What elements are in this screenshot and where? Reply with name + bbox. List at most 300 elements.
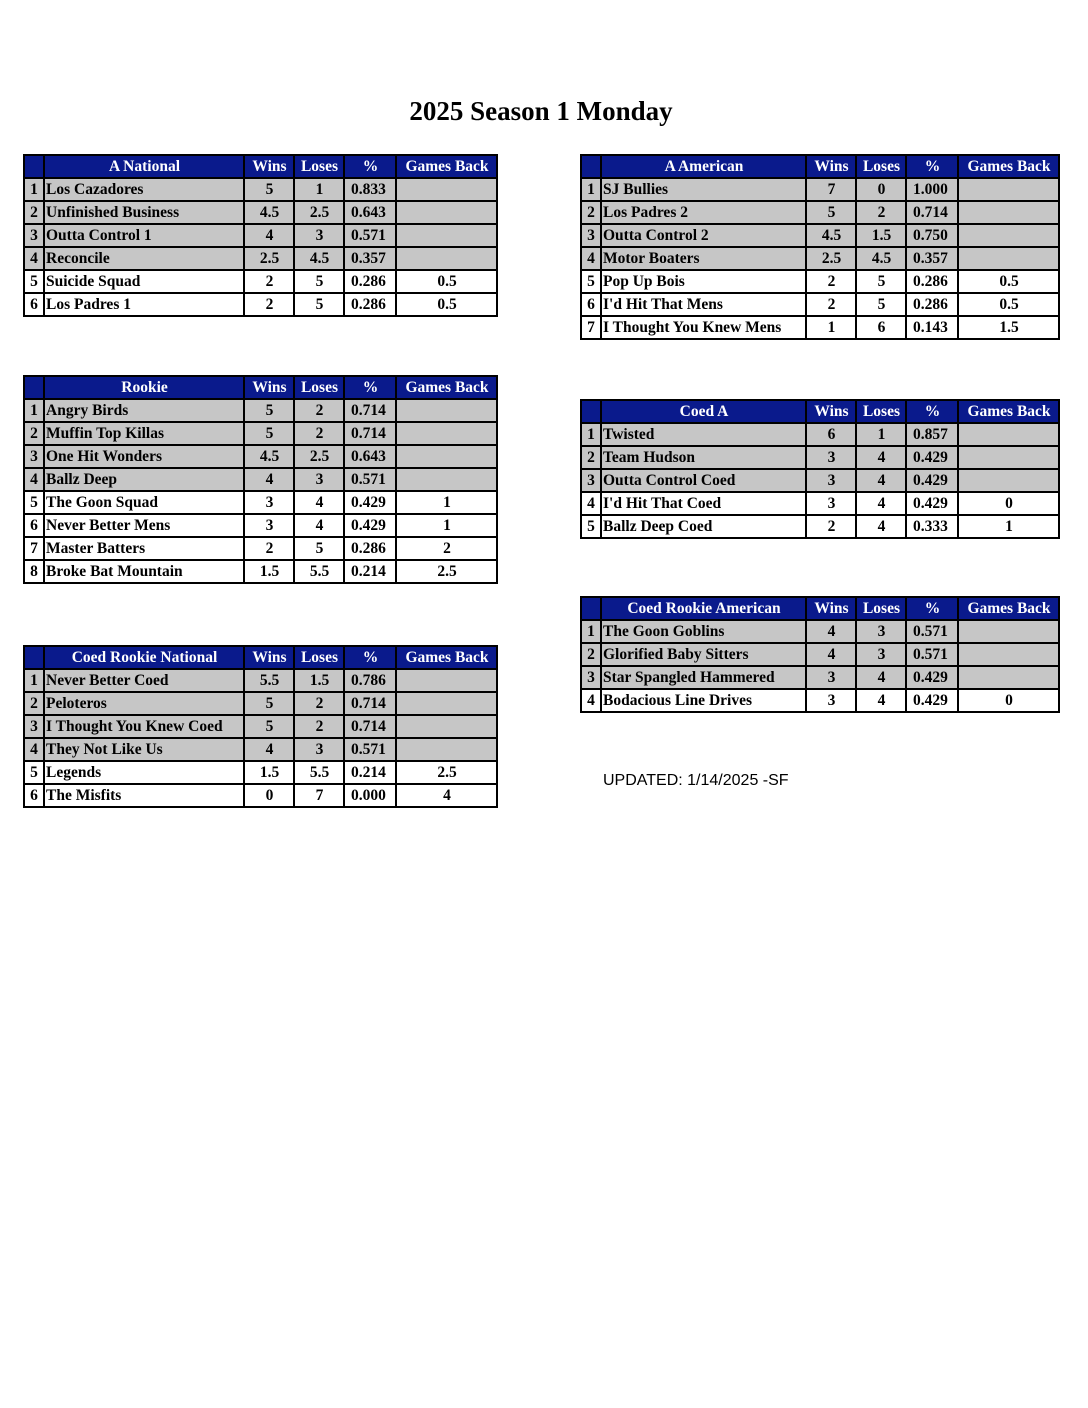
table-row bbox=[581, 201, 1059, 224]
team-name: Never Better Coed bbox=[44, 669, 244, 692]
pct-cell: 0.571 bbox=[344, 738, 396, 761]
games-back-cell bbox=[396, 201, 497, 224]
header-row bbox=[581, 400, 1059, 423]
wins-cell: 3 bbox=[806, 492, 856, 515]
games-back-cell bbox=[958, 247, 1059, 270]
games-back-cell bbox=[396, 224, 497, 247]
rank-cell: 5 bbox=[24, 761, 44, 784]
standings-table-coed-rookie-american bbox=[580, 596, 1060, 713]
wins-cell: 5 bbox=[244, 692, 294, 715]
team-name: I Thought You Knew Coed bbox=[44, 715, 244, 738]
wins-header: Wins bbox=[806, 155, 856, 178]
table-row bbox=[24, 224, 497, 247]
team-name: The Misfits bbox=[44, 784, 244, 807]
table-row bbox=[24, 293, 497, 316]
updated-note: UPDATED: 1/14/2025 -SF bbox=[603, 772, 789, 789]
wins-cell: 5 bbox=[244, 399, 294, 422]
division-name: Coed Rookie American bbox=[601, 597, 806, 620]
loses-cell: 2 bbox=[856, 201, 906, 224]
loses-cell: 3 bbox=[856, 620, 906, 643]
loses-cell: 4 bbox=[856, 689, 906, 712]
team-name: The Goon Squad bbox=[44, 491, 244, 514]
games-back-cell: 1 bbox=[396, 491, 497, 514]
rank-cell: 3 bbox=[581, 666, 601, 689]
rank-cell: 4 bbox=[581, 689, 601, 712]
games-back-header: Games Back bbox=[958, 400, 1059, 423]
team-name: Broke Bat Mountain bbox=[44, 560, 244, 583]
team-name: Twisted bbox=[601, 423, 806, 446]
table-row bbox=[581, 423, 1059, 446]
pct-cell: 0.857 bbox=[906, 423, 958, 446]
loses-cell: 3 bbox=[294, 468, 344, 491]
table-row bbox=[24, 201, 497, 224]
division-name: Coed A bbox=[601, 400, 806, 423]
pct-cell: 1.000 bbox=[906, 178, 958, 201]
wins-cell: 2.5 bbox=[806, 247, 856, 270]
loses-cell: 4 bbox=[294, 514, 344, 537]
team-name: One Hit Wonders bbox=[44, 445, 244, 468]
pct-cell: 0.750 bbox=[906, 224, 958, 247]
wins-cell: 4 bbox=[244, 224, 294, 247]
wins-cell: 3 bbox=[806, 446, 856, 469]
wins-cell: 2 bbox=[244, 293, 294, 316]
games-back-cell: 1 bbox=[396, 514, 497, 537]
pct-cell: 0.286 bbox=[906, 293, 958, 316]
loses-header: Loses bbox=[294, 155, 344, 178]
wins-header: Wins bbox=[244, 155, 294, 178]
wins-cell: 5 bbox=[244, 178, 294, 201]
rank-header bbox=[24, 376, 44, 399]
team-name: Bodacious Line Drives bbox=[601, 689, 806, 712]
pct-cell: 0.429 bbox=[906, 446, 958, 469]
pct-cell: 0.429 bbox=[906, 492, 958, 515]
pct-cell: 0.429 bbox=[906, 689, 958, 712]
team-name: Suicide Squad bbox=[44, 270, 244, 293]
team-name: Los Cazadores bbox=[44, 178, 244, 201]
table-row bbox=[24, 560, 497, 583]
loses-cell: 5 bbox=[856, 270, 906, 293]
loses-cell: 1.5 bbox=[856, 224, 906, 247]
loses-header: Loses bbox=[294, 646, 344, 669]
loses-cell: 2 bbox=[294, 715, 344, 738]
rank-cell: 3 bbox=[24, 224, 44, 247]
games-back-cell: 0.5 bbox=[958, 270, 1059, 293]
standings-table-a-american bbox=[580, 154, 1060, 340]
pct-cell: 0.786 bbox=[344, 669, 396, 692]
table-row bbox=[24, 422, 497, 445]
games-back-cell: 2 bbox=[396, 537, 497, 560]
standings-table-coed-rookie-national bbox=[23, 645, 498, 808]
pct-cell: 0.214 bbox=[344, 560, 396, 583]
loses-cell: 1 bbox=[294, 178, 344, 201]
page-title: 2025 Season 1 Monday bbox=[409, 96, 673, 126]
team-name: Reconcile bbox=[44, 247, 244, 270]
pct-cell: 0.286 bbox=[344, 537, 396, 560]
team-name: Glorified Baby Sitters bbox=[601, 643, 806, 666]
loses-cell: 3 bbox=[294, 224, 344, 247]
games-back-header: Games Back bbox=[396, 646, 497, 669]
rank-cell: 3 bbox=[24, 715, 44, 738]
team-name: Star Spangled Hammered bbox=[601, 666, 806, 689]
pct-cell: 0.714 bbox=[344, 422, 396, 445]
rank-cell: 1 bbox=[581, 423, 601, 446]
rank-cell: 4 bbox=[581, 492, 601, 515]
games-back-cell bbox=[396, 669, 497, 692]
rank-cell: 2 bbox=[24, 201, 44, 224]
table-row bbox=[581, 666, 1059, 689]
loses-cell: 2.5 bbox=[294, 201, 344, 224]
wins-cell: 7 bbox=[806, 178, 856, 201]
rank-cell: 3 bbox=[581, 469, 601, 492]
team-name: Muffin Top Killas bbox=[44, 422, 244, 445]
pct-cell: 0.429 bbox=[906, 469, 958, 492]
games-back-cell bbox=[396, 399, 497, 422]
pct-cell: 0.286 bbox=[344, 293, 396, 316]
pct-cell: 0.429 bbox=[344, 491, 396, 514]
games-back-cell: 1.5 bbox=[958, 316, 1059, 339]
table-row bbox=[581, 492, 1059, 515]
loses-cell: 4 bbox=[856, 666, 906, 689]
rank-cell: 1 bbox=[24, 669, 44, 692]
team-name: Angry Birds bbox=[44, 399, 244, 422]
team-name: Los Padres 2 bbox=[601, 201, 806, 224]
table-row bbox=[581, 270, 1059, 293]
pct-header: % bbox=[344, 155, 396, 178]
division-name: Coed Rookie National bbox=[44, 646, 244, 669]
pct-cell: 0.333 bbox=[906, 515, 958, 538]
wins-cell: 4.5 bbox=[244, 201, 294, 224]
pct-cell: 0.714 bbox=[344, 399, 396, 422]
rank-cell: 8 bbox=[24, 560, 44, 583]
table-row bbox=[24, 669, 497, 692]
wins-cell: 4 bbox=[806, 620, 856, 643]
rank-cell: 7 bbox=[581, 316, 601, 339]
rank-cell: 1 bbox=[581, 178, 601, 201]
wins-cell: 4.5 bbox=[244, 445, 294, 468]
standings-table-coed-a bbox=[580, 399, 1060, 539]
pct-cell: 0.000 bbox=[344, 784, 396, 807]
loses-cell: 1.5 bbox=[294, 669, 344, 692]
wins-cell: 4 bbox=[244, 738, 294, 761]
loses-cell: 6 bbox=[856, 316, 906, 339]
rank-cell: 1 bbox=[581, 620, 601, 643]
games-back-cell bbox=[958, 469, 1059, 492]
team-name: Los Padres 1 bbox=[44, 293, 244, 316]
standings-table-rookie bbox=[23, 375, 498, 584]
pct-cell: 0.714 bbox=[344, 715, 396, 738]
wins-cell: 5 bbox=[244, 715, 294, 738]
table-row bbox=[24, 178, 497, 201]
wins-cell: 2 bbox=[806, 270, 856, 293]
loses-cell: 7 bbox=[294, 784, 344, 807]
pct-cell: 0.571 bbox=[906, 620, 958, 643]
team-name: The Goon Goblins bbox=[601, 620, 806, 643]
wins-cell: 1 bbox=[806, 316, 856, 339]
games-back-cell: 2.5 bbox=[396, 761, 497, 784]
wins-cell: 3 bbox=[244, 491, 294, 514]
rank-header bbox=[581, 400, 601, 423]
wins-cell: 3 bbox=[806, 666, 856, 689]
pct-cell: 0.214 bbox=[344, 761, 396, 784]
header-row bbox=[24, 155, 497, 178]
wins-cell: 2.5 bbox=[244, 247, 294, 270]
division-name: A American bbox=[601, 155, 806, 178]
pct-cell: 0.571 bbox=[344, 224, 396, 247]
rank-cell: 4 bbox=[24, 247, 44, 270]
table-row bbox=[24, 399, 497, 422]
wins-header: Wins bbox=[244, 376, 294, 399]
rank-cell: 5 bbox=[581, 515, 601, 538]
games-back-cell: 2.5 bbox=[396, 560, 497, 583]
table-row bbox=[24, 715, 497, 738]
team-name: Outta Control 1 bbox=[44, 224, 244, 247]
loses-header: Loses bbox=[294, 376, 344, 399]
rank-cell: 6 bbox=[581, 293, 601, 316]
wins-cell: 5 bbox=[244, 422, 294, 445]
pct-cell: 0.643 bbox=[344, 201, 396, 224]
loses-cell: 4.5 bbox=[856, 247, 906, 270]
loses-cell: 3 bbox=[856, 643, 906, 666]
wins-cell: 1.5 bbox=[244, 560, 294, 583]
pct-cell: 0.571 bbox=[906, 643, 958, 666]
pct-header: % bbox=[906, 155, 958, 178]
games-back-cell: 0 bbox=[958, 689, 1059, 712]
loses-cell: 1 bbox=[856, 423, 906, 446]
table-row bbox=[24, 537, 497, 560]
games-back-cell bbox=[396, 178, 497, 201]
team-name: Team Hudson bbox=[601, 446, 806, 469]
rank-cell: 2 bbox=[581, 643, 601, 666]
rank-cell: 2 bbox=[24, 422, 44, 445]
loses-cell: 5 bbox=[294, 537, 344, 560]
loses-cell: 5 bbox=[294, 293, 344, 316]
games-back-cell bbox=[396, 738, 497, 761]
rank-cell: 3 bbox=[581, 224, 601, 247]
team-name: Outta Control 2 bbox=[601, 224, 806, 247]
wins-header: Wins bbox=[806, 400, 856, 423]
table-row bbox=[24, 761, 497, 784]
games-back-header: Games Back bbox=[958, 597, 1059, 620]
table-row bbox=[24, 514, 497, 537]
loses-header: Loses bbox=[856, 155, 906, 178]
division-name: A National bbox=[44, 155, 244, 178]
games-back-header: Games Back bbox=[958, 155, 1059, 178]
rank-cell: 1 bbox=[24, 399, 44, 422]
games-back-cell bbox=[958, 201, 1059, 224]
team-name: Master Batters bbox=[44, 537, 244, 560]
table-row bbox=[581, 620, 1059, 643]
team-name: Pop Up Bois bbox=[601, 270, 806, 293]
games-back-header: Games Back bbox=[396, 155, 497, 178]
games-back-cell: 4 bbox=[396, 784, 497, 807]
wins-cell: 2 bbox=[806, 515, 856, 538]
games-back-header: Games Back bbox=[396, 376, 497, 399]
loses-header: Loses bbox=[856, 400, 906, 423]
games-back-cell bbox=[958, 224, 1059, 247]
rank-cell: 4 bbox=[24, 738, 44, 761]
team-name: Outta Control Coed bbox=[601, 469, 806, 492]
rank-cell: 6 bbox=[24, 784, 44, 807]
games-back-cell bbox=[958, 423, 1059, 446]
table-row bbox=[581, 643, 1059, 666]
table-row bbox=[581, 247, 1059, 270]
wins-cell: 3 bbox=[244, 514, 294, 537]
rank-cell: 7 bbox=[24, 537, 44, 560]
pct-cell: 0.357 bbox=[344, 247, 396, 270]
pct-cell: 0.714 bbox=[906, 201, 958, 224]
rank-cell: 5 bbox=[581, 270, 601, 293]
pct-cell: 0.286 bbox=[906, 270, 958, 293]
wins-cell: 2 bbox=[806, 293, 856, 316]
wins-cell: 5.5 bbox=[244, 669, 294, 692]
rank-header bbox=[581, 155, 601, 178]
pct-cell: 0.429 bbox=[906, 666, 958, 689]
games-back-cell bbox=[958, 446, 1059, 469]
team-name: Ballz Deep bbox=[44, 468, 244, 491]
wins-cell: 3 bbox=[806, 469, 856, 492]
pct-cell: 0.357 bbox=[906, 247, 958, 270]
loses-header: Loses bbox=[856, 597, 906, 620]
team-name: They Not Like Us bbox=[44, 738, 244, 761]
wins-cell: 4.5 bbox=[806, 224, 856, 247]
table-row bbox=[581, 469, 1059, 492]
loses-cell: 5 bbox=[856, 293, 906, 316]
team-name: Motor Boaters bbox=[601, 247, 806, 270]
pct-cell: 0.571 bbox=[344, 468, 396, 491]
pct-cell: 0.143 bbox=[906, 316, 958, 339]
rank-cell: 2 bbox=[581, 446, 601, 469]
team-name: I'd Hit That Mens bbox=[601, 293, 806, 316]
pct-header: % bbox=[344, 376, 396, 399]
rank-cell: 6 bbox=[24, 293, 44, 316]
header-row bbox=[24, 376, 497, 399]
games-back-cell bbox=[396, 468, 497, 491]
rank-cell: 5 bbox=[24, 491, 44, 514]
wins-cell: 4 bbox=[244, 468, 294, 491]
pct-header: % bbox=[906, 597, 958, 620]
team-name: Never Better Mens bbox=[44, 514, 244, 537]
wins-cell: 2 bbox=[244, 270, 294, 293]
wins-header: Wins bbox=[806, 597, 856, 620]
games-back-cell bbox=[396, 422, 497, 445]
table-row bbox=[24, 784, 497, 807]
table-row bbox=[581, 515, 1059, 538]
header-row bbox=[581, 597, 1059, 620]
table-row bbox=[24, 247, 497, 270]
pct-cell: 0.714 bbox=[344, 692, 396, 715]
games-back-cell bbox=[958, 643, 1059, 666]
loses-cell: 2 bbox=[294, 692, 344, 715]
pct-header: % bbox=[906, 400, 958, 423]
loses-cell: 4.5 bbox=[294, 247, 344, 270]
loses-cell: 5.5 bbox=[294, 761, 344, 784]
games-back-cell: 0.5 bbox=[396, 293, 497, 316]
standings-table-a-national bbox=[23, 154, 498, 317]
table-row bbox=[581, 689, 1059, 712]
table-row bbox=[581, 178, 1059, 201]
team-name: I'd Hit That Coed bbox=[601, 492, 806, 515]
games-back-cell: 1 bbox=[958, 515, 1059, 538]
games-back-cell bbox=[396, 445, 497, 468]
team-name: SJ Bullies bbox=[601, 178, 806, 201]
loses-cell: 0 bbox=[856, 178, 906, 201]
table-row bbox=[24, 692, 497, 715]
games-back-cell: 0 bbox=[958, 492, 1059, 515]
table-row bbox=[24, 270, 497, 293]
table-row bbox=[24, 491, 497, 514]
wins-cell: 4 bbox=[806, 643, 856, 666]
loses-cell: 4 bbox=[856, 469, 906, 492]
rank-cell: 6 bbox=[24, 514, 44, 537]
table-row bbox=[581, 316, 1059, 339]
games-back-cell bbox=[958, 666, 1059, 689]
rank-header bbox=[24, 646, 44, 669]
loses-cell: 2 bbox=[294, 422, 344, 445]
table-row bbox=[24, 738, 497, 761]
games-back-cell bbox=[958, 620, 1059, 643]
wins-cell: 5 bbox=[806, 201, 856, 224]
team-name: Unfinished Business bbox=[44, 201, 244, 224]
rank-cell: 2 bbox=[581, 201, 601, 224]
rank-header bbox=[24, 155, 44, 178]
wins-header: Wins bbox=[244, 646, 294, 669]
wins-cell: 0 bbox=[244, 784, 294, 807]
loses-cell: 4 bbox=[856, 492, 906, 515]
loses-cell: 5 bbox=[294, 270, 344, 293]
pct-cell: 0.429 bbox=[344, 514, 396, 537]
games-back-cell bbox=[396, 247, 497, 270]
rank-cell: 1 bbox=[24, 178, 44, 201]
loses-cell: 4 bbox=[294, 491, 344, 514]
games-back-cell bbox=[396, 692, 497, 715]
team-name: Peloteros bbox=[44, 692, 244, 715]
pct-cell: 0.643 bbox=[344, 445, 396, 468]
loses-cell: 2.5 bbox=[294, 445, 344, 468]
team-name: I Thought You Knew Mens bbox=[601, 316, 806, 339]
team-name: Legends bbox=[44, 761, 244, 784]
rank-cell: 4 bbox=[581, 247, 601, 270]
rank-cell: 4 bbox=[24, 468, 44, 491]
games-back-cell: 0.5 bbox=[958, 293, 1059, 316]
table-row bbox=[581, 293, 1059, 316]
team-name: Ballz Deep Coed bbox=[601, 515, 806, 538]
rank-cell: 3 bbox=[24, 445, 44, 468]
wins-cell: 3 bbox=[806, 689, 856, 712]
rank-cell: 2 bbox=[24, 692, 44, 715]
pct-cell: 0.833 bbox=[344, 178, 396, 201]
wins-cell: 1.5 bbox=[244, 761, 294, 784]
games-back-cell bbox=[958, 178, 1059, 201]
wins-cell: 2 bbox=[244, 537, 294, 560]
table-row bbox=[24, 445, 497, 468]
table-row bbox=[581, 224, 1059, 247]
loses-cell: 2 bbox=[294, 399, 344, 422]
loses-cell: 5.5 bbox=[294, 560, 344, 583]
pct-cell: 0.286 bbox=[344, 270, 396, 293]
header-row bbox=[581, 155, 1059, 178]
division-name: Rookie bbox=[44, 376, 244, 399]
loses-cell: 3 bbox=[294, 738, 344, 761]
table-row bbox=[581, 446, 1059, 469]
rank-header bbox=[581, 597, 601, 620]
games-back-cell bbox=[396, 715, 497, 738]
header-row bbox=[24, 646, 497, 669]
pct-header: % bbox=[344, 646, 396, 669]
games-back-cell: 0.5 bbox=[396, 270, 497, 293]
loses-cell: 4 bbox=[856, 446, 906, 469]
rank-cell: 5 bbox=[24, 270, 44, 293]
table-row bbox=[24, 468, 497, 491]
